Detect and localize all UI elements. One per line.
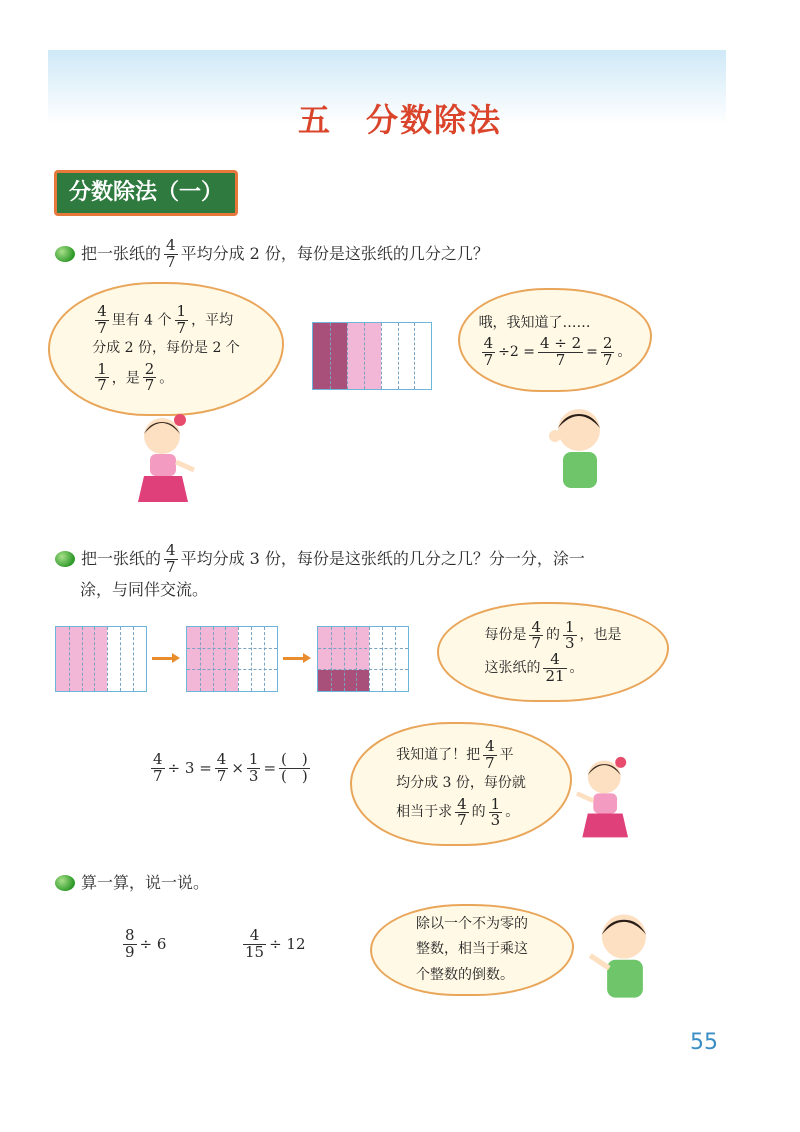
girl-illustration bbox=[575, 752, 639, 844]
speech-bubble-3: 每份是 $\frac{4}{7}$ 的 $\frac{1}{3}$ ，也是 这张纸的 $\frac{4}{21}$ 。 bbox=[437, 602, 669, 702]
boy-illustration bbox=[585, 905, 665, 1005]
exercise-2: $\frac{4}{15}$ ÷ 12 bbox=[245, 926, 306, 961]
bullet-icon bbox=[55, 875, 75, 891]
arrow-icon bbox=[283, 657, 305, 660]
fraction: $\frac{4}{7}$ bbox=[166, 236, 176, 271]
section-title: 分数除法（一） bbox=[54, 170, 238, 216]
paper-strip-2c bbox=[317, 626, 409, 692]
speech-bubble-girl-2: 我知道了！把 $\frac{4}{7}$ 平 均分成 3 份，每份就 相当于求 $\frac{4}{7}$ 的 $\frac{1}{3}$ 。 bbox=[350, 722, 572, 846]
question-3: 算一算，说一说。 bbox=[55, 870, 209, 896]
boy-illustration bbox=[545, 400, 615, 495]
speech-bubble-boy-1: 哦，我知道了…… $\frac{4}{7}$ ÷2 = $\frac{4 \div 2}{7}$ = $\frac{2}{7}$ 。 bbox=[458, 288, 652, 392]
division-equation: $\frac{4}{7}$ ÷ 3 = $\frac{4}{7}$ × $\frac{1}{3}$ = $\frac{( )}{( )}$ bbox=[153, 750, 308, 785]
exercise-1: $\frac{8}{9}$ ÷ 6 bbox=[125, 926, 167, 961]
bullet-icon bbox=[55, 246, 75, 262]
paper-strip-1 bbox=[312, 322, 432, 390]
chapter-title: 五 分数除法 bbox=[297, 101, 502, 139]
q1-text-after: 平均分成 2 份，每份是这张纸的几分之几？ bbox=[180, 244, 489, 264]
girl-illustration bbox=[130, 410, 200, 508]
arrow-icon bbox=[152, 657, 174, 660]
question-2-line-2: 涂，与同伴交流。 bbox=[80, 580, 209, 599]
paper-strip-2b bbox=[186, 626, 278, 692]
speech-bubble-girl-1: $\frac{4}{7}$ 里有 4 个 $\frac{1}{7}$ ，平均 分成 2 份，每份是 2 个 $\frac{1}{7}$ ，是 $\frac{2}{7}$ 。 bbox=[48, 282, 284, 416]
speech-bubble-boy-2: 除以一个不为零的 整数，相当于乘这 个整数的倒数。 bbox=[370, 904, 574, 996]
q1-text-before: 把一张纸的 bbox=[81, 244, 162, 264]
bullet-icon bbox=[55, 551, 75, 567]
page-number: 55 bbox=[690, 1030, 718, 1055]
question-1 bbox=[55, 238, 489, 271]
question-2: 把一张纸的 $\frac{4}{7}$ 平均分成 3 份，每份是这张纸的几分之几？分一分，涂一 bbox=[55, 543, 585, 576]
paper-strip-2a bbox=[55, 626, 147, 692]
